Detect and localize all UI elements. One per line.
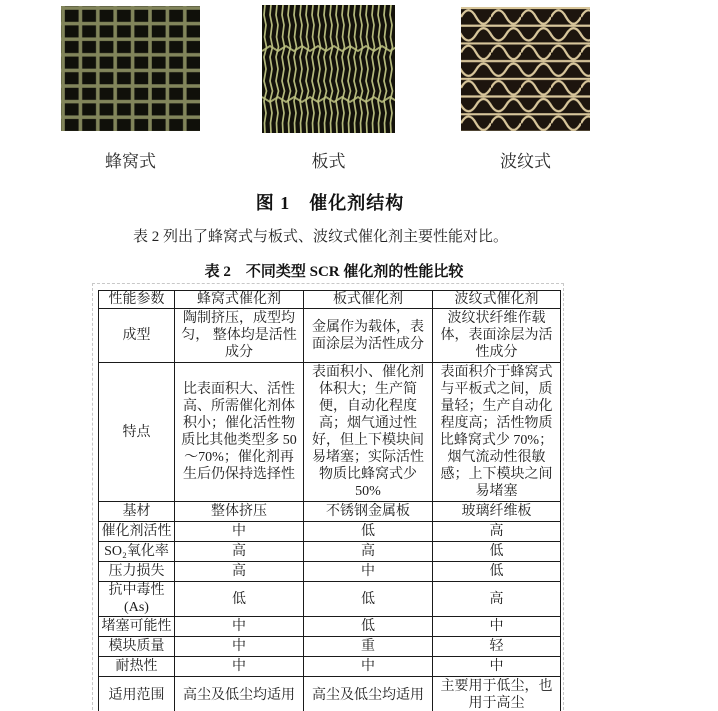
row-param-label: 特点 bbox=[99, 363, 175, 502]
row-param-label: 适用范围 bbox=[99, 677, 175, 711]
row-param-label: 模块质量 bbox=[99, 637, 175, 657]
cell-honeycomb: 高尘及低尘均适用 bbox=[175, 677, 304, 711]
plate-structure-image bbox=[262, 5, 395, 133]
cell-corrugated: 中 bbox=[433, 617, 561, 637]
honeycomb-structure-image bbox=[61, 6, 200, 131]
cell-plate: 低 bbox=[304, 582, 433, 617]
table-row bbox=[99, 637, 561, 657]
row-param-label: 基材 bbox=[99, 502, 175, 522]
cell-plate: 低 bbox=[304, 617, 433, 637]
cell-corrugated: 高 bbox=[433, 582, 561, 617]
row-param-label: 催化剂活性 bbox=[99, 522, 175, 542]
lead-paragraph: 表 2 列出了蜂窝式与板式、波纹式催化剂主要性能对比。 bbox=[133, 229, 509, 245]
cell-plate: 低 bbox=[304, 522, 433, 542]
cell-honeycomb: 高 bbox=[175, 562, 304, 582]
image-label-honeycomb: 蜂窝式 bbox=[105, 152, 156, 171]
header-honeycomb: 蜂窝式催化剂 bbox=[175, 291, 304, 309]
table-header-row bbox=[99, 291, 561, 309]
cell-plate: 高尘及低尘均适用 bbox=[304, 677, 433, 711]
cell-honeycomb: 中 bbox=[175, 617, 304, 637]
table-row bbox=[99, 363, 561, 502]
header-plate: 板式催化剂 bbox=[304, 291, 433, 309]
table-body bbox=[99, 309, 561, 711]
cell-corrugated: 表面积介于蜂窝式与平板式之间，质量轻；生产自动化程度高；活性物质比蜂窝式少 70%；烟气流动性很敏感；上下模块之间易堵塞 bbox=[433, 363, 561, 502]
table-row bbox=[99, 677, 561, 711]
row-param-label: 耐热性 bbox=[99, 657, 175, 677]
cell-honeycomb: 整体挤压 bbox=[175, 502, 304, 522]
image-label-corrugated: 波纹式 bbox=[500, 152, 551, 171]
cell-honeycomb: 中 bbox=[175, 637, 304, 657]
table-row bbox=[99, 582, 561, 617]
cell-plate: 不锈钢金属板 bbox=[304, 502, 433, 522]
corrugated-structure-image bbox=[461, 7, 590, 131]
cell-corrugated: 玻璃纤维板 bbox=[433, 502, 561, 522]
cell-plate: 表面积小、催化剂体积大；生产简便，自动化程度高；烟气通过性好，但上下模块间易堵塞；实际活性物质比蜂窝式少 50% bbox=[304, 363, 433, 502]
table-frame bbox=[92, 283, 564, 711]
cell-plate: 重 bbox=[304, 637, 433, 657]
cell-corrugated: 轻 bbox=[433, 637, 561, 657]
table-row bbox=[99, 309, 561, 363]
cell-corrugated: 波纹状纤维作载体，表面涂层为活性成分 bbox=[433, 309, 561, 363]
cell-corrugated: 低 bbox=[433, 542, 561, 562]
table-caption: 表 2 不同类型 SCR 催化剂的性能比较 bbox=[204, 264, 464, 280]
row-param-label: 堵塞可能性 bbox=[99, 617, 175, 637]
table-row bbox=[99, 542, 561, 562]
table-row bbox=[99, 502, 561, 522]
cell-plate: 金属作为载体，表面涂层为活性成分 bbox=[304, 309, 433, 363]
cell-honeycomb: 中 bbox=[175, 657, 304, 677]
row-param-label: 抗中毒性 (As) bbox=[99, 582, 175, 617]
table-row bbox=[99, 657, 561, 677]
figure-caption: 图 1 催化剂结构 bbox=[255, 193, 405, 213]
cell-honeycomb: 陶制挤压，成型均匀， 整体均是活性成分 bbox=[175, 309, 304, 363]
cell-corrugated: 低 bbox=[433, 562, 561, 582]
image-label-plate: 板式 bbox=[311, 152, 346, 171]
comparison-table bbox=[98, 290, 561, 711]
row-param-label: 成型 bbox=[99, 309, 175, 363]
cell-honeycomb: 高 bbox=[175, 542, 304, 562]
row-param-label: SO₂氧化率 bbox=[99, 542, 175, 562]
cell-honeycomb: 中 bbox=[175, 522, 304, 542]
cell-honeycomb: 比表面积大、活性高、所需催化剂体积小；催化活性物质比其他类型多 50～70%；催化剂再生后仍保持选择性 bbox=[175, 363, 304, 502]
header-corrugated: 波纹式催化剂 bbox=[433, 291, 561, 309]
table-row bbox=[99, 562, 561, 582]
table-row bbox=[99, 617, 561, 637]
cell-plate: 中 bbox=[304, 562, 433, 582]
cell-corrugated: 中 bbox=[433, 657, 561, 677]
cell-corrugated: 主要用于低尘，也用于高尘 bbox=[433, 677, 561, 711]
row-param-label: 压力损失 bbox=[99, 562, 175, 582]
cell-honeycomb: 低 bbox=[175, 582, 304, 617]
table-row bbox=[99, 522, 561, 542]
cell-corrugated: 高 bbox=[433, 522, 561, 542]
cell-plate: 中 bbox=[304, 657, 433, 677]
header-param: 性能参数 bbox=[99, 291, 175, 309]
cell-plate: 高 bbox=[304, 542, 433, 562]
